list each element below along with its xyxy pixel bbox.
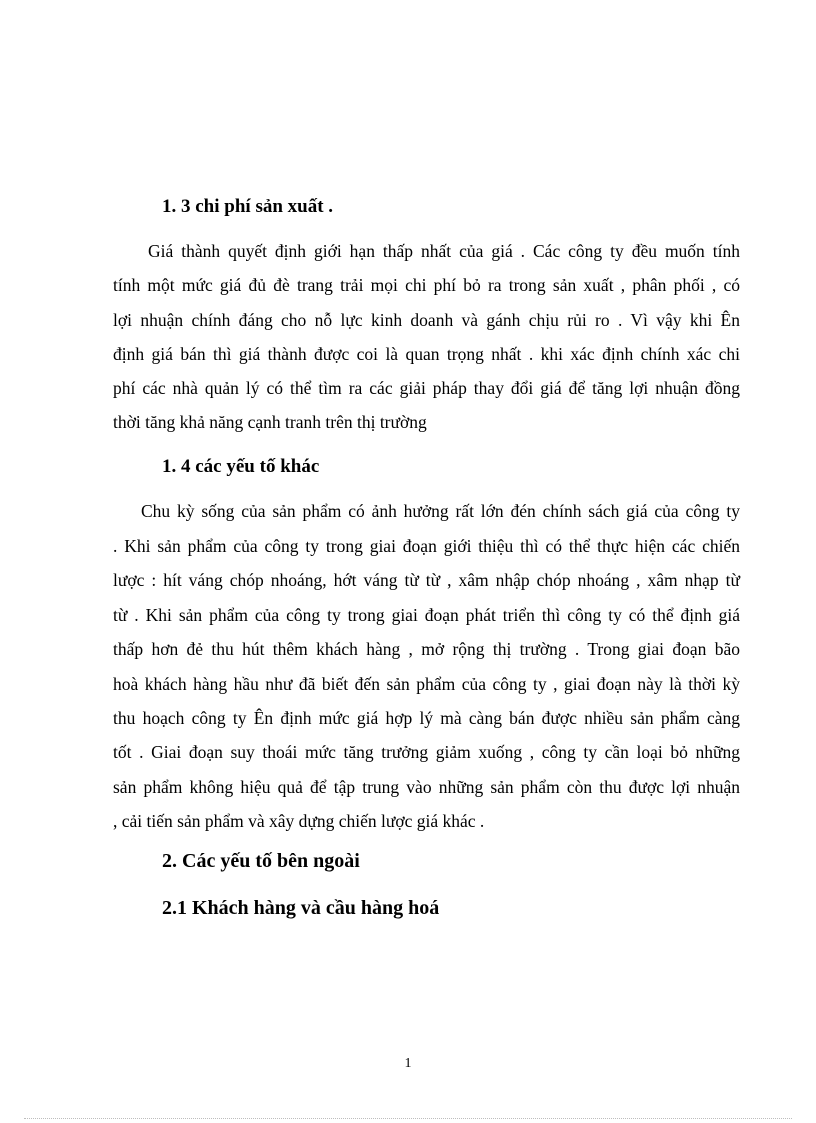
- paragraph-1-4-line-2: . Khi sản phẩm của công ty trong giai đoạn giới thiệu thì có thể thực hiện các chiến: [113, 536, 740, 556]
- paragraph-1-3-line-6: thời tăng khả năng cạnh tranh trên thị trường: [113, 412, 427, 432]
- paragraph-1-4-line-4: từ . Khi sản phẩm của công ty trong giai đoạn phát triển thì công ty có thể định giá: [113, 605, 740, 625]
- paragraph-1-4-line-8: tốt . Giai đoạn suy thoái mức tăng trưởng giảm xuống , công ty cần loại bỏ những: [113, 742, 740, 762]
- paragraph-1-4-line-9: sản phẩm không hiệu quả để tập trung vào những sản phẩm còn thu được lợi nhuận: [113, 777, 740, 797]
- paragraph-1-3-line-4: định giá bán thì giá thành được coi là quan trọng nhất . khi xác định chính xác chi: [113, 344, 740, 364]
- heading-1-4: 1. 4 các yếu tố khác: [162, 456, 320, 477]
- paragraph-1-4-line-5: thấp hơn đẻ thu hút thêm khách hàng , mở rộng thị trường . Trong giai đoạn bão: [113, 639, 740, 659]
- paragraph-1-3-line-5: phí các nhà quản lý có thể tìm ra các giải pháp thay đổi giá để tăng lợi nhuận đồng: [113, 378, 740, 398]
- heading-1-3: 1. 3 chi phí sản xuất .: [162, 196, 334, 217]
- paragraph-1-4-line-6: hoà khách hàng hầu như đã biết đến sản phẩm của công ty , giai đoạn này là thời kỳ: [113, 674, 740, 694]
- heading-2-1: 2.1 Khách hàng và cầu hàng hoá: [162, 897, 440, 919]
- paragraph-1-4-line-3: lược : hít váng chóp nhoáng, hớt váng từ từ , xâm nhập chóp nhoáng , xâm nhạp từ: [113, 570, 740, 590]
- page-bottom-rule: [24, 1118, 792, 1119]
- paragraph-1-3-line-3: lợi nhuận chính đáng cho nỗ lực kinh doanh và gánh chịu rủi ro . Vì vậy khi Ên: [113, 310, 740, 330]
- paragraph-1-4-line-10: , cải tiến sản phẩm và xây dựng chiến lược giá khác .: [113, 811, 485, 831]
- paragraph-1-4-line-7: thu hoạch công ty Ên định mức giá hợp lý mà càng bán được nhiều sản phẩm càng: [113, 708, 740, 728]
- paragraph-1-3-line-2: tính một mức giá đủ đè trang trải mọi chi phí bỏ ra trong sản xuất , phân phối , có: [113, 275, 740, 295]
- paragraph-1-4-line-1: Chu kỳ sống của sản phẩm có ảnh hưởng rất lớn đén chính sách giá của công ty: [141, 501, 740, 521]
- paragraph-1-3-line-1: Giá thành quyết định giới hạn thấp nhất của giá . Các công ty đều muốn tính: [148, 241, 740, 261]
- page-number: 1: [404, 1056, 412, 1071]
- heading-2: 2. Các yếu tố bên ngoài: [162, 850, 360, 872]
